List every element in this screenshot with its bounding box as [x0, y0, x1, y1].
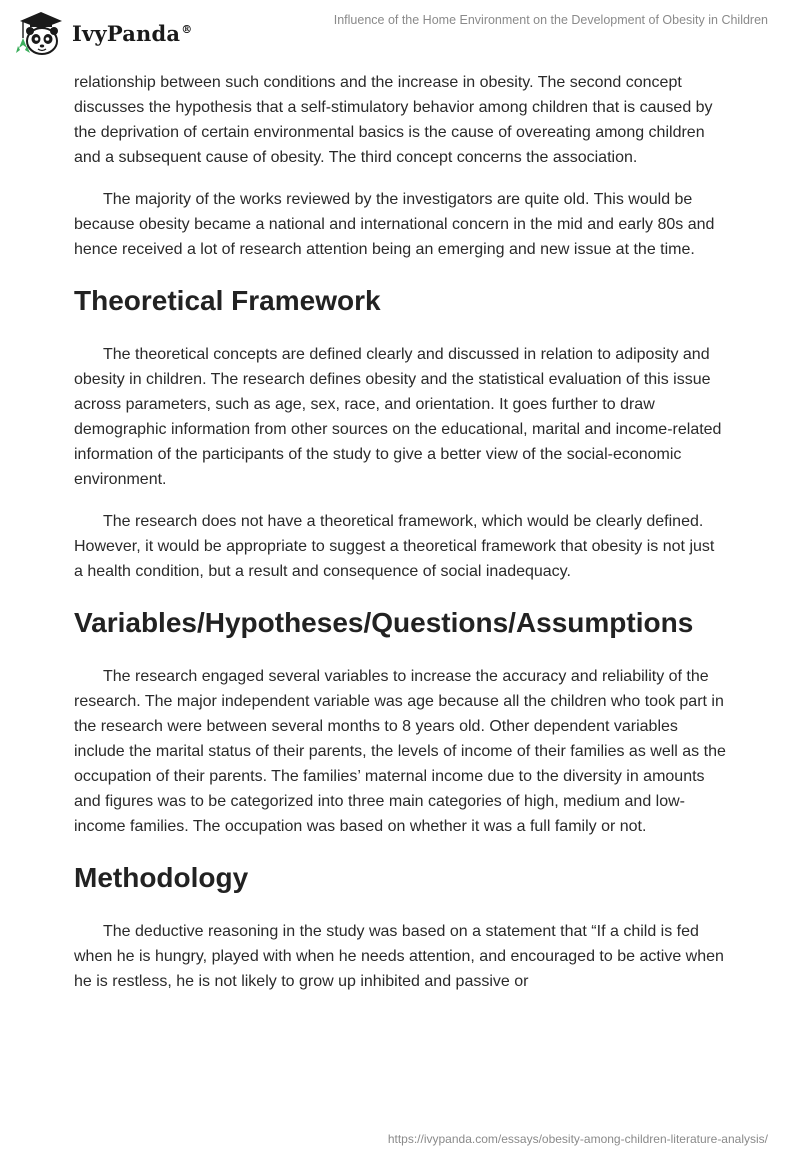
brand-logo[interactable] [14, 8, 192, 58]
heading-theoretical-framework: Theoretical Framework [74, 285, 381, 316]
paragraph-1: relationship between such conditions and the increase in obesity. The second concept discusses the hypothesis that a self-stimulatory behavior among children that is caused by the deprivation of certain environmental basics is the cause of overeating among children and a subsequent cause of obesity. The third concept concerns the association. [74, 74, 713, 166]
heading-variables: Variables/Hypotheses/Questions/Assumptions [74, 607, 694, 638]
paragraph-3: The theoretical concepts are defined clearly and discussed in relation to adiposity and obesity in children. The research defines obesity and the statistical evaluation of this issue across parameters, such as age, sex, race, and orientation. It goes further to draw demographic information from other sources on the educational, marital and income-related information of the participants of the study to give a better view of the social-economic environment. [74, 346, 722, 488]
document-title: Influence of the Home Environment on the Development of Obesity in Children [333, 13, 768, 27]
paragraph-2: The majority of the works reviewed by the investigators are quite old. This would be because obesity became a national and international concern in the mid and early 80s and hence received a lot of research attention being an emerging and new issue at the time. [74, 191, 715, 258]
source-url[interactable]: https://ivypanda.com/essays/obesity-among-children-literature-analysis/ [387, 1132, 768, 1146]
panda-logo-icon [14, 8, 68, 58]
registered-mark: ® [181, 22, 193, 36]
paragraph-4: The research does not have a theoretical framework, which would be clearly defined. However, it would be appropriate to suggest a theoretical framework that obesity is not just a health condition, but a result and consequence of social inadequacy. [74, 513, 715, 580]
paragraph-5: The research engaged several variables to increase the accuracy and reliability of the research. The major independent variable was age because all the children who took part in the research were between several months to 8 years old. Other dependent variables include the marital status of their parents, the levels of income of their families as well as the occupation of their parents. The families’ maternal income due to the diversity in amounts and figures was to be categorized into three main categories of high, medium and low-income families. The occupation was based on whether it was a full family or not. [74, 668, 726, 835]
page-header [0, 0, 800, 70]
paragraph-6: The deductive reasoning in the study was based on a statement that “If a child is fed when he is hungry, played with when he needs attention, and encouraged to be active when he is restless, he is not likely to grow up inhibited and passive or [74, 923, 724, 990]
article-body [74, 70, 726, 1011]
heading-methodology: Methodology [74, 862, 249, 893]
brand-name: IvyPanda® [72, 20, 193, 46]
